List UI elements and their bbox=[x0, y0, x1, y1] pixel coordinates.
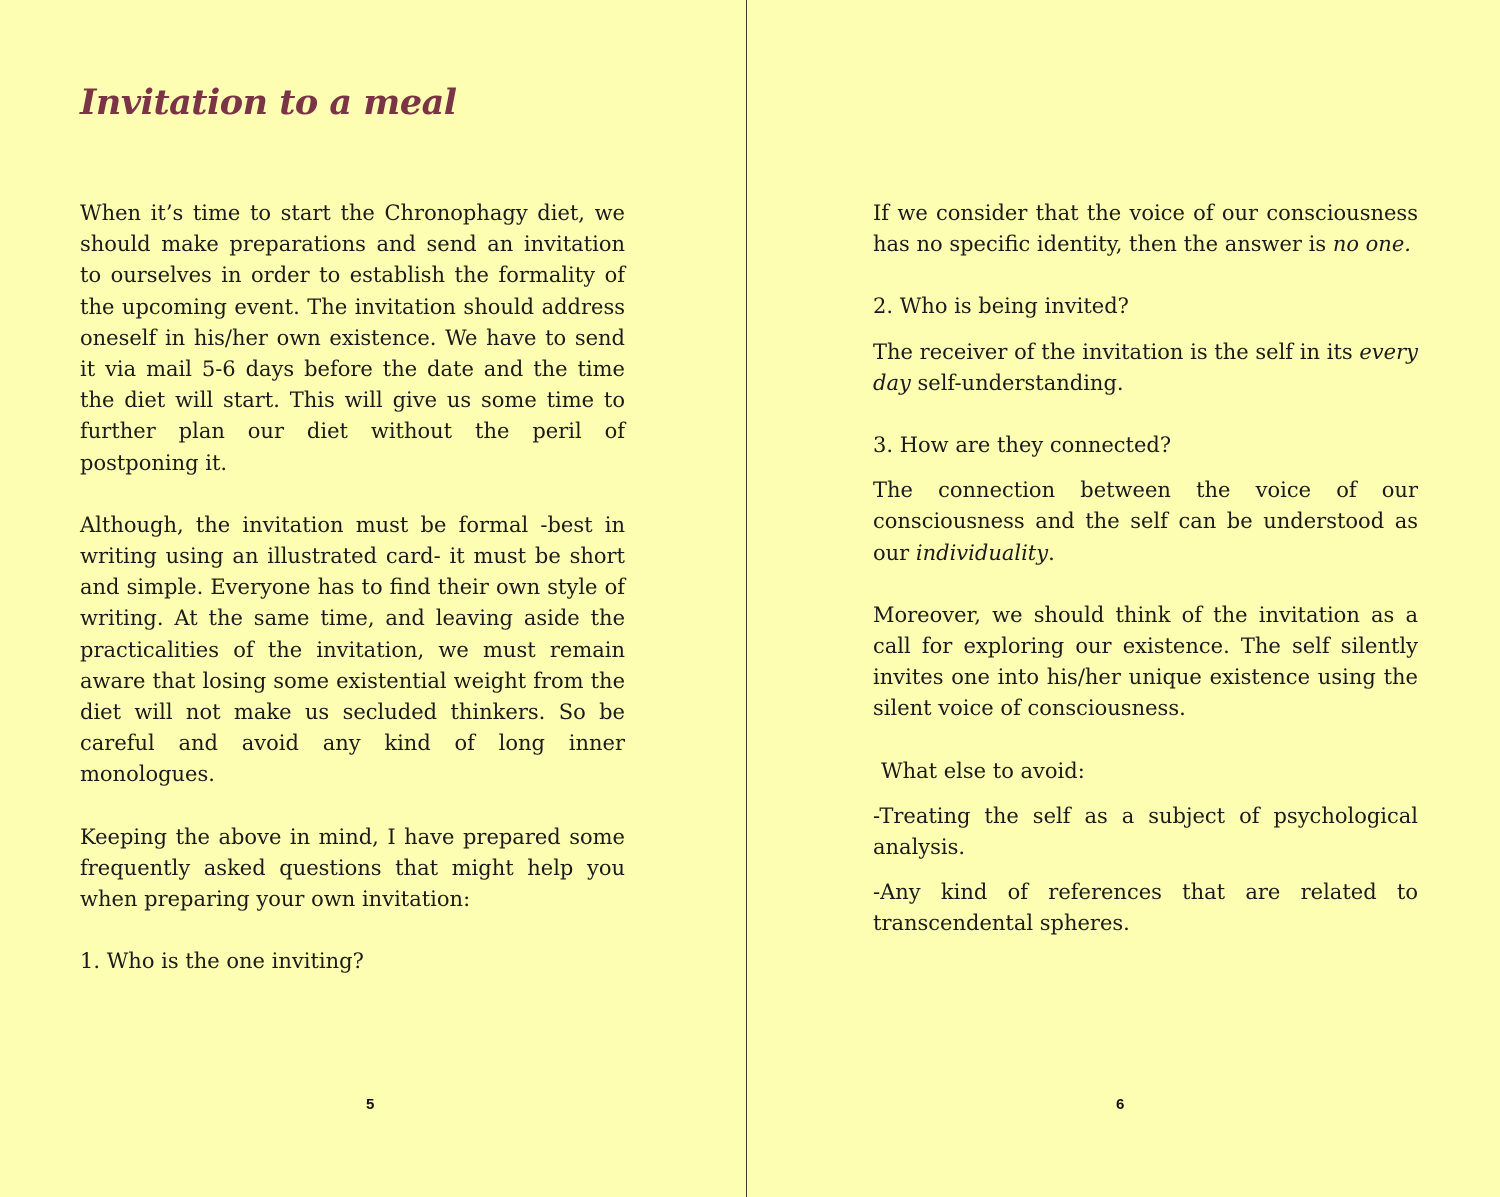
question-3: 3. How are they connected? bbox=[873, 433, 1172, 458]
left-body bbox=[80, 198, 625, 977]
page-number-left: 5 bbox=[366, 1096, 375, 1113]
avoid-heading: What else to avoid: bbox=[881, 758, 1085, 783]
answer-2: The receiver of the invitation is the self in its every day self-understanding. bbox=[873, 339, 1418, 395]
paragraph-diet-start: When it’s time to start the Chronophagy diet, we should make preparations and send an invitation to ourselves in order to establish the formality of the upcoming event. The invitation should address oneself in his/her own existence. We have to send it via mail 5-6 days before the date and the time the diet will start. This will give us some time to further plan our diet without the peril of postponing it. bbox=[80, 201, 625, 475]
left-page bbox=[0, 0, 746, 1197]
paragraph-formal-invitation: Although, the invitation must be formal -best in writing using an illustrated card- it must be short and simple. Everyone has to find their own style of writing. At the same time, and leaving aside the practicalities of the invitation, we must remain aware that losing some existential weight from the diet will not make us secluded thinkers. So be careful and avoid any kind of long inner monologues. bbox=[80, 512, 625, 787]
right-page bbox=[747, 0, 1500, 1197]
chapter-title: Invitation to a meal bbox=[80, 82, 457, 123]
question-2: 2. Who is being invited? bbox=[873, 294, 1129, 319]
page-number-right: 6 bbox=[1116, 1096, 1125, 1113]
paragraph-faq-intro: Keeping the above in mind, I have prepared some frequently asked questions that might help you when preparing your own invitation: bbox=[80, 824, 625, 912]
avoid-item-transcendental: -Any kind of references that are related to transcendental spheres. bbox=[873, 880, 1418, 936]
avoid-item-psychological: -Treating the self as a subject of psychological analysis. bbox=[873, 803, 1418, 860]
question-1: 1. Who is the one inviting? bbox=[80, 949, 364, 974]
paragraph-moreover: Moreover, we should think of the invitation as a call for exploring our existence. The self silently invites one into his/her unique existence using the silent voice of consciousness. bbox=[873, 602, 1418, 721]
answer-1: If we consider that the voice of our consciousness has no specific identity, then the answer is no one. bbox=[873, 201, 1418, 257]
right-body bbox=[873, 198, 1418, 940]
answer-3: The connection between the voice of our consciousness and the self can be understood as our individuality. bbox=[873, 478, 1418, 565]
